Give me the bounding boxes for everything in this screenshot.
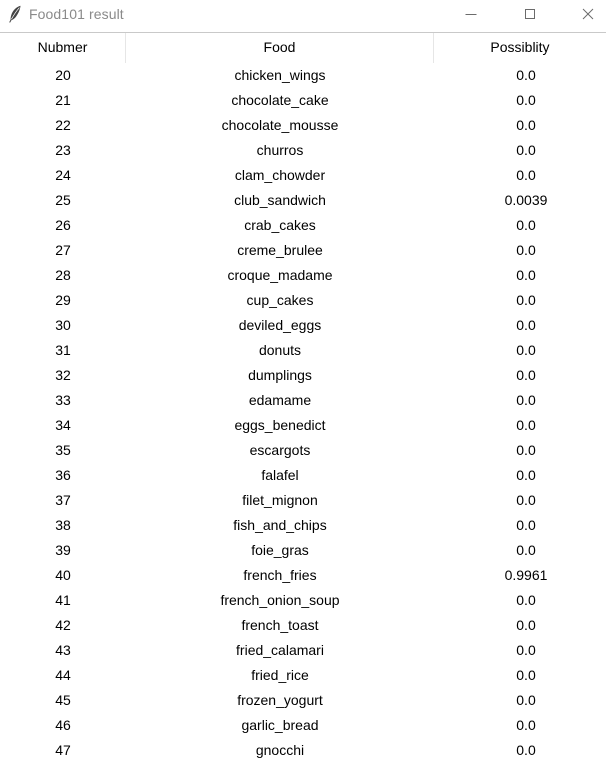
table-row[interactable] bbox=[0, 88, 606, 113]
table-row[interactable] bbox=[0, 288, 606, 313]
row-possibility: 0.0039 bbox=[504, 192, 548, 208]
row-number: 43 bbox=[55, 642, 71, 658]
row-food: chicken_wings bbox=[234, 67, 326, 83]
row-number: 21 bbox=[55, 92, 71, 108]
table-row[interactable] bbox=[0, 438, 606, 463]
table-row[interactable] bbox=[0, 263, 606, 288]
row-possibility: 0.0 bbox=[516, 67, 536, 83]
row-possibility: 0.0 bbox=[516, 117, 536, 133]
row-food: french_onion_soup bbox=[220, 592, 340, 608]
table-row[interactable] bbox=[0, 563, 606, 588]
table-row[interactable] bbox=[0, 138, 606, 163]
table-row[interactable] bbox=[0, 513, 606, 538]
row-possibility: 0.0 bbox=[516, 592, 536, 608]
column-header-number[interactable]: Nubmer bbox=[0, 33, 126, 63]
table-row[interactable] bbox=[0, 538, 606, 563]
row-food: clam_chowder bbox=[234, 167, 326, 183]
row-number: 33 bbox=[55, 392, 71, 408]
row-number: 46 bbox=[55, 717, 71, 733]
row-possibility: 0.0 bbox=[516, 167, 536, 183]
row-possibility: 0.0 bbox=[516, 217, 536, 233]
feather-icon bbox=[8, 5, 22, 23]
row-number: 39 bbox=[55, 542, 71, 558]
row-possibility: 0.0 bbox=[516, 717, 536, 733]
table-row[interactable] bbox=[0, 713, 606, 738]
row-number: 42 bbox=[55, 617, 71, 633]
row-possibility: 0.0 bbox=[516, 242, 536, 258]
table-row[interactable] bbox=[0, 588, 606, 613]
column-header-food[interactable]: Food bbox=[126, 33, 434, 63]
row-food: fish_and_chips bbox=[233, 517, 327, 533]
row-food: croque_madame bbox=[227, 267, 333, 283]
row-number: 29 bbox=[55, 292, 71, 308]
row-food: escargots bbox=[249, 442, 311, 458]
row-food: gnocchi bbox=[255, 742, 305, 758]
row-food: fried_calamari bbox=[236, 642, 324, 658]
row-food: club_sandwich bbox=[234, 192, 326, 208]
row-possibility: 0.0 bbox=[516, 517, 536, 533]
row-number: 44 bbox=[55, 667, 71, 683]
table-row[interactable] bbox=[0, 363, 606, 388]
row-number: 20 bbox=[55, 67, 71, 83]
row-food: fried_rice bbox=[251, 667, 309, 683]
row-possibility: 0.9961 bbox=[504, 567, 548, 583]
row-number: 26 bbox=[55, 217, 71, 233]
row-food: french_fries bbox=[243, 567, 317, 583]
table-row[interactable] bbox=[0, 113, 606, 138]
row-number: 41 bbox=[55, 592, 71, 608]
maximize-icon bbox=[524, 8, 536, 20]
close-icon bbox=[582, 8, 594, 20]
row-food: garlic_bread bbox=[241, 717, 319, 733]
row-number: 22 bbox=[55, 117, 71, 133]
row-number: 36 bbox=[55, 467, 71, 483]
row-food: edamame bbox=[248, 392, 312, 408]
column-header-possibility[interactable]: Possiblity bbox=[490, 39, 550, 55]
row-number: 37 bbox=[55, 492, 71, 508]
row-possibility: 0.0 bbox=[516, 292, 536, 308]
row-possibility: 0.0 bbox=[516, 442, 536, 458]
table-row[interactable] bbox=[0, 63, 606, 88]
table-row[interactable] bbox=[0, 638, 606, 663]
row-number: 40 bbox=[55, 567, 71, 583]
row-food: deviled_eggs bbox=[238, 317, 322, 333]
title-bar[interactable] bbox=[0, 0, 606, 28]
row-food: filet_mignon bbox=[242, 492, 318, 508]
row-number: 31 bbox=[55, 342, 71, 358]
minimize-button[interactable] bbox=[443, 0, 499, 28]
row-possibility: 0.0 bbox=[516, 267, 536, 283]
row-food: chocolate_mousse bbox=[221, 117, 339, 133]
row-number: 38 bbox=[55, 517, 71, 533]
row-possibility: 0.0 bbox=[516, 617, 536, 633]
row-possibility: 0.0 bbox=[516, 467, 536, 483]
row-number: 27 bbox=[55, 242, 71, 258]
table-row[interactable] bbox=[0, 463, 606, 488]
table-header bbox=[0, 33, 606, 63]
row-food: eggs_benedict bbox=[234, 417, 326, 433]
row-possibility: 0.0 bbox=[516, 742, 536, 758]
row-number: 23 bbox=[55, 142, 71, 158]
row-food: creme_brulee bbox=[237, 242, 323, 258]
table-row[interactable] bbox=[0, 313, 606, 338]
row-possibility: 0.0 bbox=[516, 367, 536, 383]
row-possibility: 0.0 bbox=[516, 92, 536, 108]
table-row[interactable] bbox=[0, 163, 606, 188]
row-possibility: 0.0 bbox=[516, 667, 536, 683]
row-possibility: 0.0 bbox=[516, 342, 536, 358]
row-food: foie_gras bbox=[251, 542, 309, 558]
row-number: 34 bbox=[55, 417, 71, 433]
window-title: Food101 result bbox=[29, 6, 124, 22]
table-row[interactable] bbox=[0, 488, 606, 513]
table-row[interactable] bbox=[0, 213, 606, 238]
row-food: falafel bbox=[261, 467, 299, 483]
row-number: 47 bbox=[55, 742, 71, 758]
row-possibility: 0.0 bbox=[516, 142, 536, 158]
row-food: churros bbox=[256, 142, 304, 158]
table-row[interactable] bbox=[0, 388, 606, 413]
row-number: 45 bbox=[55, 692, 71, 708]
maximize-button[interactable] bbox=[502, 0, 558, 28]
row-food: dumplings bbox=[248, 367, 312, 383]
row-number: 32 bbox=[55, 367, 71, 383]
table-body[interactable] bbox=[0, 63, 606, 768]
row-food: chocolate_cake bbox=[231, 92, 329, 108]
table-row[interactable] bbox=[0, 413, 606, 438]
row-number: 28 bbox=[55, 267, 71, 283]
row-number: 30 bbox=[55, 317, 71, 333]
close-button[interactable] bbox=[560, 0, 606, 28]
table-row[interactable] bbox=[0, 613, 606, 638]
row-number: 35 bbox=[55, 442, 71, 458]
table-row[interactable] bbox=[0, 688, 606, 713]
table-row[interactable] bbox=[0, 663, 606, 688]
row-possibility: 0.0 bbox=[516, 317, 536, 333]
table-row[interactable] bbox=[0, 338, 606, 363]
row-possibility: 0.0 bbox=[516, 392, 536, 408]
row-food: crab_cakes bbox=[244, 217, 316, 233]
row-possibility: 0.0 bbox=[516, 417, 536, 433]
row-number: 25 bbox=[55, 192, 71, 208]
row-number: 24 bbox=[55, 167, 71, 183]
minimize-icon bbox=[465, 8, 477, 20]
row-food: frozen_yogurt bbox=[237, 692, 323, 708]
table-row[interactable] bbox=[0, 738, 606, 763]
table-row[interactable] bbox=[0, 238, 606, 263]
row-possibility: 0.0 bbox=[516, 492, 536, 508]
row-food: donuts bbox=[258, 342, 302, 358]
row-possibility: 0.0 bbox=[516, 642, 536, 658]
row-possibility: 0.0 bbox=[516, 542, 536, 558]
row-food: cup_cakes bbox=[246, 292, 314, 308]
row-possibility: 0.0 bbox=[516, 692, 536, 708]
row-food: french_toast bbox=[241, 617, 319, 633]
table-row[interactable] bbox=[0, 188, 606, 213]
